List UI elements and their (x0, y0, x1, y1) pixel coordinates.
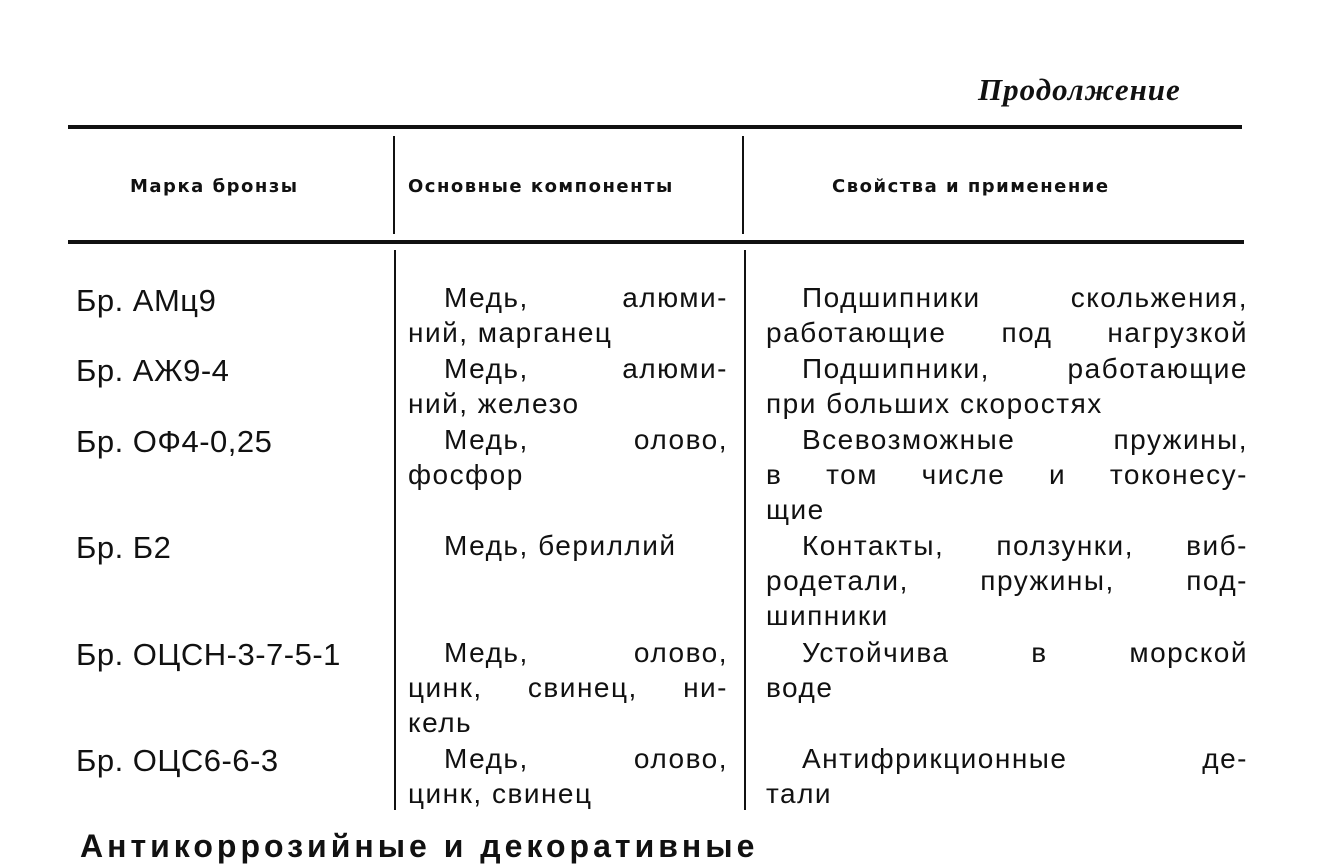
header-bottom-rule (68, 240, 1244, 244)
header-divider-1 (393, 136, 395, 234)
cell-line: Всевозможные пружины, (802, 424, 1248, 455)
body-divider-1 (394, 250, 396, 810)
properties-cell (766, 280, 1248, 350)
grade-cell: Бр. ОЦСН-3-7-5-1 (76, 637, 341, 672)
cell-line: в том числе и токонесу- (766, 459, 1248, 490)
properties-cell (766, 422, 1248, 527)
grade-cell: Бр. АМц9 (76, 283, 217, 318)
cell-line: щие (766, 494, 825, 525)
cell-line: ний, марганец (408, 317, 613, 348)
grade-cell: Бр. АЖ9-4 (76, 353, 230, 388)
cell-line: цинк, свинец, ни- (408, 672, 728, 703)
cell-line: ний, железо (408, 388, 580, 419)
cell-line: Подшипники, работающие (802, 353, 1248, 384)
header-components: Основные компоненты (408, 176, 674, 197)
header-properties: Свойства и применение (832, 176, 1110, 197)
grade-cell: Бр. ОФ4-0,25 (76, 424, 273, 459)
cell-line: воде (766, 672, 834, 703)
cell-line: при больших скоростях (766, 388, 1103, 419)
grade-cell: Бр. Б2 (76, 530, 172, 565)
properties-cell (766, 741, 1248, 811)
properties-cell (766, 635, 1248, 705)
cell-line: Медь, олово, (444, 637, 728, 668)
cell-line: Медь, бериллий (444, 530, 677, 561)
cell-line: Медь, алюми- (444, 282, 728, 313)
grade-cell: Бр. ОЦС6-6-3 (76, 743, 279, 778)
components-cell (408, 741, 728, 811)
body-divider-2 (744, 250, 746, 810)
components-cell (408, 635, 728, 740)
components-cell (408, 351, 728, 421)
continued-label: Продолжение (978, 72, 1181, 107)
components-cell (408, 528, 728, 563)
cell-line: тали (766, 778, 833, 809)
cell-line: цинк, свинец (408, 778, 593, 809)
header-divider-2 (742, 136, 744, 234)
properties-cell (766, 528, 1248, 633)
table-top-rule (68, 125, 1242, 129)
cell-line: шипники (766, 600, 889, 631)
cell-line: Устойчива в морской (802, 637, 1248, 668)
cell-line: кель (408, 707, 473, 738)
cell-line: Медь, олово, (444, 743, 728, 774)
components-cell (408, 422, 728, 492)
properties-cell (766, 351, 1248, 421)
cell-line: Медь, алюми- (444, 353, 728, 384)
components-cell (408, 280, 728, 350)
cell-line: Подшипники скольжения, (802, 282, 1248, 313)
cell-line: Антифрикционные де- (802, 743, 1248, 774)
cell-line: Медь, олово, (444, 424, 728, 455)
cell-line: родетали, пружины, под- (766, 565, 1248, 596)
cell-line: работающие под нагрузкой (766, 317, 1248, 348)
header-grade: Марка бронзы (130, 176, 299, 197)
section-heading-cutoff: Антикоррозийные и декоративные (80, 828, 759, 864)
cell-line: Контакты, ползунки, виб- (802, 530, 1248, 561)
cell-line: фосфор (408, 459, 524, 490)
